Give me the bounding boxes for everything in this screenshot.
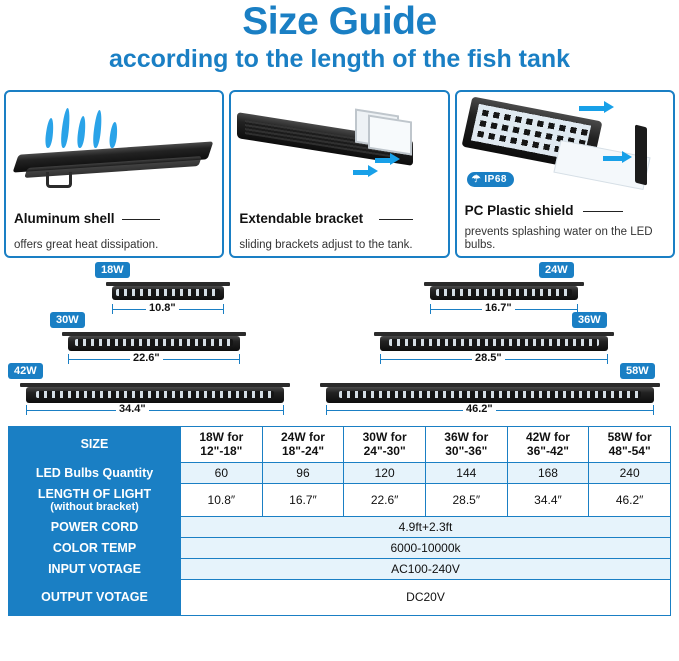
length-cell: 34.4″ [507,483,589,516]
feature-title: PC Plastic shield [464,203,574,218]
row-label-size: SIZE [9,427,181,463]
size-range: 24"-30" [363,444,406,459]
size-range: 12"-18" [200,444,243,459]
table-row-color-temp [9,537,671,558]
row-label-length-main: LENGTH OF LIGHT [37,486,152,501]
arrow-right-icon [604,101,614,113]
size-watt: 18W for [199,430,244,444]
dim-tick [326,405,327,415]
table-row-bulbs [9,462,671,483]
feature-card-extendable-bracket [229,90,449,258]
length-cell: 10.8″ [181,483,263,516]
row-label-input-voltage: INPUT VOTAGE [9,558,181,579]
dim-tick [26,405,27,415]
table-row-input-voltage [9,558,671,579]
table-row-power-cord [9,516,671,537]
size-watt: 24W for [280,430,325,444]
table-row-output-voltage [9,579,671,615]
shield-strip [635,125,647,186]
dim-tick [112,304,113,314]
arrow-stem [579,106,605,111]
bracket-plate [368,115,412,156]
dim-label-30w: 22.6" [130,352,163,364]
row-label-length-sub: (without bracket) [50,500,139,513]
size-cell [344,427,426,463]
dim-label-18w: 10.8" [146,302,179,314]
bulbs-cell: 168 [507,462,589,483]
divider [122,219,160,220]
dim-tick [68,354,69,364]
bulbs-cell: 144 [425,462,507,483]
size-cell [425,427,507,463]
input-voltage-value: AC100-240V [181,558,671,579]
dim-tick [239,354,240,364]
wattage-badge-58w: 58W [620,363,655,379]
ip68-badge [467,172,514,187]
size-watt: 30W for [362,430,407,444]
bulbs-cell: 96 [262,462,344,483]
length-cell: 16.7″ [262,483,344,516]
arrow-stem [353,170,369,175]
output-voltage-value: DC20V [181,579,671,615]
spec-table [8,426,671,616]
wattage-badge-24w: 24W [539,262,574,278]
length-cell: 28.5″ [425,483,507,516]
size-watt: 36W for [444,430,489,444]
size-range: 48"-54" [608,444,651,459]
length-cell: 22.6″ [344,483,426,516]
feature-title: Extendable bracket [239,211,364,226]
size-diagram [0,260,679,420]
arrow-right-icon [368,165,378,177]
light-bar-30w [68,336,240,351]
table-row-length [9,483,671,516]
row-label-length [9,483,181,516]
wattage-badge-42w: 42W [8,363,43,379]
feature-title: Aluminum shell [14,211,115,226]
row-label-output-voltage: OUTPUT VOTAGE [9,579,181,615]
size-range: 18"-24" [281,444,325,459]
dim-tick [283,405,284,415]
wattage-badge-30w: 30W [50,312,85,328]
feature-card-aluminum-shell [4,90,224,258]
table-row-size [9,427,671,463]
bulbs-cell: 60 [181,462,263,483]
size-watt: 58W for [607,430,652,444]
divider [379,219,413,220]
length-cell: 46.2″ [589,483,671,516]
arrow-stem [375,158,391,163]
arrow-right-icon [390,153,400,165]
feature-description: sliding brackets adjust to the tank. [239,238,413,251]
light-bar-42w [26,387,284,403]
feature-image-extendable-bracket [235,96,443,200]
dim-label-58w: 46.2" [463,403,496,415]
row-label-bulbs: LED Bulbs Quantity [9,462,181,483]
divider [583,211,623,212]
dim-tick [380,354,381,364]
size-cell [181,427,263,463]
dim-label-36w: 28.5" [472,352,505,364]
size-watt: 42W for [525,430,570,444]
bulbs-cell: 120 [344,462,426,483]
dim-label-24w: 16.7" [482,302,515,314]
light-bar-18w [112,286,224,300]
arrow-right-icon [622,151,632,163]
dim-line [26,410,284,411]
size-guide-page [0,2,679,661]
page-subtitle: according to the length of the fish tank [108,44,571,73]
waterdrop-icon: ☂ [471,174,482,185]
feature-description: offers great heat dissipation. [14,238,159,251]
feature-card-pc-plastic-shield [455,90,675,258]
dim-tick [430,304,431,314]
size-range: 30"-36" [445,444,488,459]
size-cell [589,427,671,463]
row-label-power-cord: POWER CORD [9,516,181,537]
light-bar-36w [380,336,608,351]
light-bar-24w [430,286,578,300]
feature-image-aluminum-shell [10,96,218,200]
dim-label-42w: 34.4" [116,403,149,415]
ip68-label: IP68 [484,174,507,185]
dim-tick [223,304,224,314]
feature-card-list [4,90,675,258]
size-cell [507,427,589,463]
page-title: Size Guide [242,0,437,43]
bracket-icon [46,172,72,188]
size-range: 36"-42" [526,444,569,459]
wattage-badge-36w: 36W [572,312,607,328]
dim-tick [653,405,654,415]
bulbs-cell: 240 [589,462,671,483]
wattage-badge-18w: 18W [95,262,130,278]
light-bar-58w [326,387,654,403]
power-cord-value: 4.9ft+2.3ft [181,516,671,537]
feature-image-pc-plastic-shield [461,96,669,200]
feature-description: prevents splashing water on the LED bulbs. [464,225,653,251]
row-label-color-temp: COLOR TEMP [9,537,181,558]
size-cell [262,427,344,463]
color-temp-value: 6000-10000k [181,537,671,558]
dim-tick [607,354,608,364]
arrow-stem [603,156,623,161]
